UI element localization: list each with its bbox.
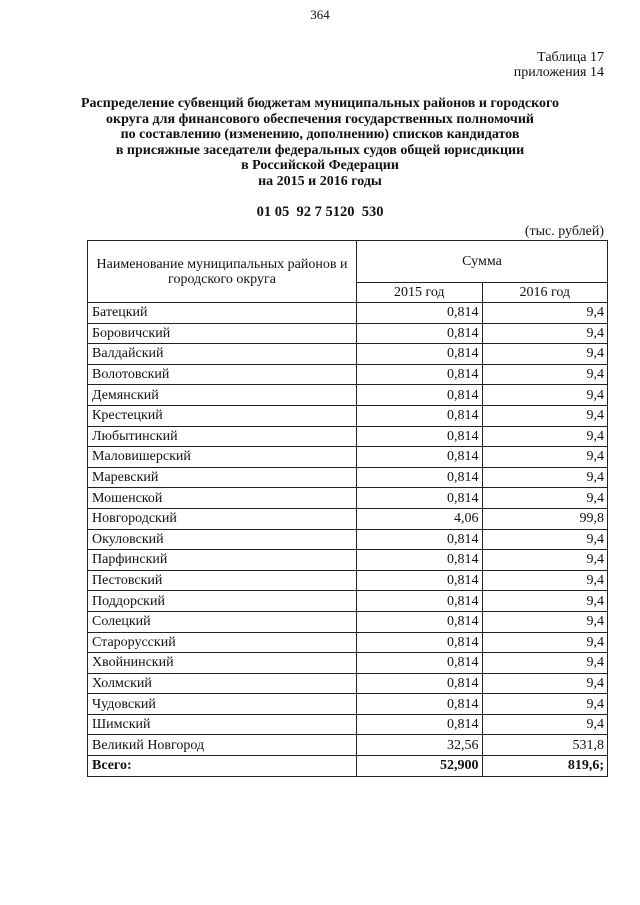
amount-2015-cell: 0,814 [357,550,483,571]
municipality-name-cell: Крестецкий [88,405,357,426]
table-row [88,364,608,385]
title-line3: по составлению (изменению, дополнению) списков кандидатов [120,127,520,143]
units-label: (тыс. рублей) [524,224,604,239]
amount-2015-cell: 0,814 [357,570,483,591]
table-row [88,735,608,756]
amount-2016-cell: 9,4 [482,694,608,715]
table-row [88,632,608,653]
amount-2015-cell: 0,814 [357,694,483,715]
table-row [88,405,608,426]
table-row [88,694,608,715]
table-row [88,508,608,529]
municipality-name-cell: Поддорский [88,591,357,612]
municipality-name-cell: Волотовский [88,364,357,385]
table-row [88,488,608,509]
municipality-name-cell: Маловишерский [88,447,357,468]
table-row [88,323,608,344]
amount-2015-cell: 4,06 [357,508,483,529]
amount-2015-cell: 0,814 [357,447,483,468]
header-2016: 2016 год [482,283,608,303]
municipality-name-cell: Боровичский [88,323,357,344]
amount-2016-cell: 9,4 [482,447,608,468]
title-line1: Распределение субвенций бюджетам муниципальных районов и городского [80,96,559,111]
amount-2015-cell: 0,814 [357,673,483,694]
municipality-name-cell: Парфинский [88,550,357,571]
amount-2016-cell: 9,4 [482,611,608,632]
amount-2015-cell: 0,814 [357,426,483,447]
municipality-name-cell: Валдайский [88,344,357,365]
municipality-name-cell: Шимский [88,714,357,735]
amount-2015-cell: 0,814 [357,714,483,735]
table-row [88,467,608,488]
amount-2015-cell: 0,814 [357,632,483,653]
municipality-name-cell: Маревский [88,467,357,488]
table-row [88,591,608,612]
table-row [88,303,608,324]
amount-2016-cell: 9,4 [482,591,608,612]
amount-2015-cell: 0,814 [357,611,483,632]
table-reference-line2: приложения 14 [513,65,604,80]
title-line2: округа для финансового обеспечения государственных полномочий [106,111,534,127]
document-title [60,96,580,190]
amount-2016-cell: 9,4 [482,673,608,694]
table-row [88,570,608,591]
amount-2016-cell: 9,4 [482,550,608,571]
table-row [88,385,608,406]
header-sum: Сумма [357,241,608,283]
total-2016-cell: 819,6; [482,756,608,777]
municipality-name-cell: Холмский [88,673,357,694]
amount-2016-cell: 9,4 [482,385,608,406]
municipality-name-cell: Старорусский [88,632,357,653]
budget-classification-code: 01 05 92 7 5120 530 [256,204,384,220]
amount-2016-cell: 9,4 [482,323,608,344]
amount-2015-cell: 0,814 [357,344,483,365]
amount-2016-cell: 9,4 [482,488,608,509]
title-line6: на 2015 и 2016 годы [258,173,382,189]
amount-2016-cell: 9,4 [482,632,608,653]
amount-2016-cell: 9,4 [482,405,608,426]
title-line5: в Российской Федерации [241,158,399,174]
table-row [88,344,608,365]
amount-2015-cell: 0,814 [357,385,483,406]
amount-2015-cell: 0,814 [357,323,483,344]
municipality-name-cell: Демянский [88,385,357,406]
municipality-name-cell: Чудовский [88,694,357,715]
municipality-name-cell: Мошенской [88,488,357,509]
amount-2015-cell: 0,814 [357,303,483,324]
table-row [88,529,608,550]
amount-2016-cell: 99,8 [482,508,608,529]
amount-2016-cell: 9,4 [482,344,608,365]
table-reference [514,50,604,80]
amount-2016-cell: 9,4 [482,303,608,324]
amount-2016-cell: 9,4 [482,570,608,591]
municipality-name-cell: Пестовский [88,570,357,591]
total-2015-cell: 52,900 [357,756,483,777]
table-row [88,673,608,694]
amount-2016-cell: 9,4 [482,426,608,447]
subvention-table [87,240,608,777]
table-row [88,714,608,735]
amount-2015-cell: 0,814 [357,467,483,488]
title-line4: в присяжные заседатели федеральных судов общей юрисдикции [115,142,525,158]
header-municipality-name: Наименование муниципальных районов и городского округа [88,241,357,303]
municipality-name-cell: Батецкий [88,303,357,324]
municipality-name-cell: Новгородский [88,508,357,529]
amount-2015-cell: 0,814 [357,529,483,550]
page-number: 364 [310,7,330,22]
municipality-name-cell: Любытинский [88,426,357,447]
amount-2016-cell: 9,4 [482,529,608,550]
table-row [88,653,608,674]
municipality-name-cell: Окуловский [88,529,357,550]
amount-2016-cell: 9,4 [482,714,608,735]
municipality-name-cell: Великий Новгород [88,735,357,756]
table-row [88,550,608,571]
table-row [88,447,608,468]
amount-2015-cell: 0,814 [357,653,483,674]
table-row [88,611,608,632]
amount-2016-cell: 9,4 [482,467,608,488]
total-label-cell: Всего: [88,756,357,777]
amount-2015-cell: 0,814 [357,405,483,426]
table-reference-line1: Таблица 17 [537,50,604,65]
amount-2016-cell: 9,4 [482,364,608,385]
amount-2015-cell: 0,814 [357,488,483,509]
amount-2015-cell: 32,56 [357,735,483,756]
table-row [88,426,608,447]
amount-2016-cell: 531,8 [482,735,608,756]
total-row [88,756,608,777]
municipality-name-cell: Хвойнинский [88,653,357,674]
table-body [88,303,608,777]
amount-2015-cell: 0,814 [357,364,483,385]
amount-2016-cell: 9,4 [482,653,608,674]
municipality-name-cell: Солецкий [88,611,357,632]
amount-2015-cell: 0,814 [357,591,483,612]
header-2015: 2015 год [357,283,483,303]
